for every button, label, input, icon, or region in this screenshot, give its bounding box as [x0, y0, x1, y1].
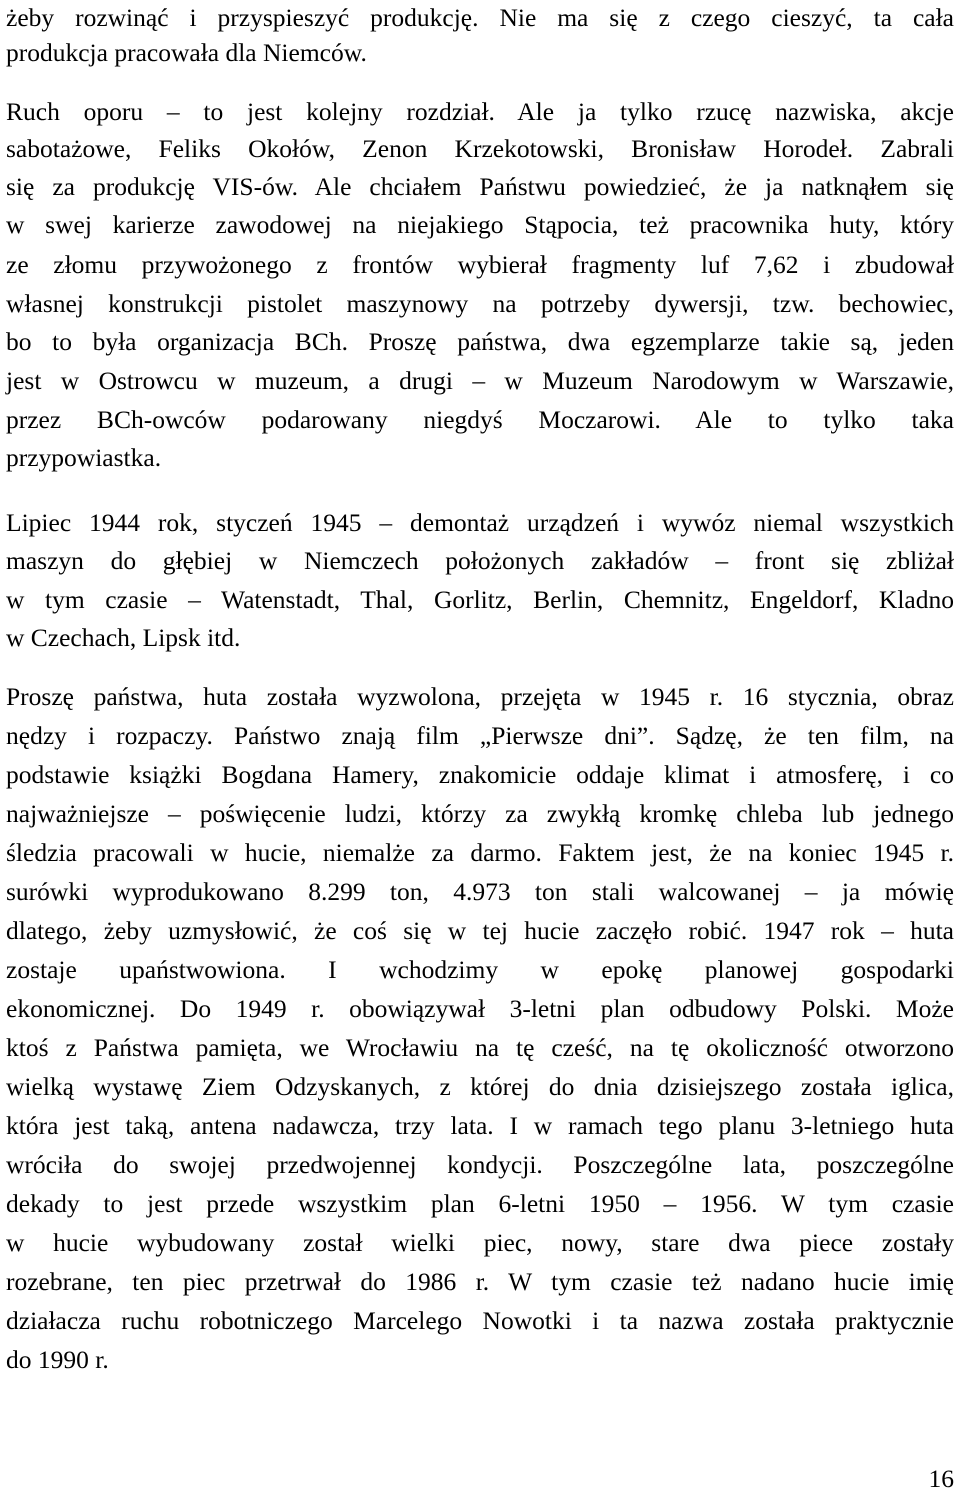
text-line: produkcja pracowała dla Niemców. [6, 38, 367, 67]
text-line: jest w Ostrowcu w muzeum, a drugi – w Muzeum Narodowym w Warszawie, [6, 366, 954, 395]
text-line: działacza ruchu robotniczego Marcelego Nowotki i ta nazwa została praktycznie [6, 1306, 954, 1335]
text-line: się za produkcję VIS-ów. Ale chciałem Państwu powiedzieć, że ja natknąłem się [6, 172, 954, 201]
text-line: wróciła do swojej przedwojennej kondycji. Poszczególne lata, poszczególne [6, 1150, 954, 1179]
text-line: rozebrane, ten piec przetrwał do 1986 r. W tym czasie też nadano hucie imię [6, 1267, 954, 1296]
text-line: w tym czasie – Watenstadt, Thal, Gorlitz, Berlin, Chemnitz, Engeldorf, Kladno [6, 585, 954, 614]
text-line: najważniejsze – poświęcenie ludzi, którzy za zwykłą kromkę chleba lub jednego [6, 799, 954, 828]
text-line: przez BCh-owców podarowany niegdyś Moczarowi. Ale to tylko taka [6, 405, 954, 434]
text-line: wielką wystawę Ziem Odzyskanych, z której do dnia dzisiejszego została iglica, [6, 1072, 954, 1101]
text-line: ekonomicznej. Do 1949 r. obowiązywał 3-letni plan odbudowy Polski. Może [6, 994, 954, 1023]
text-line: śledzia pracowali w hucie, niemalże za darmo. Faktem jest, że na koniec 1945 r. [6, 838, 954, 867]
text-line: do 1990 r. [6, 1345, 109, 1374]
text-line: Lipiec 1944 rok, styczeń 1945 – demontaż urządzeń i wywóz niemal wszystkich [6, 508, 954, 537]
text-line: żeby rozwinąć i przyspieszyć produkcję. Nie ma się z czego cieszyć, ta cała [6, 3, 954, 32]
text-line: własnej konstrukcji pistolet maszynowy na potrzeby dywersji, tzw. bechowiec, [6, 289, 954, 318]
text-line: dekady to jest przede wszystkim plan 6-letni 1950 – 1956. W tym czasie [6, 1189, 954, 1218]
text-line: surówki wyprodukowano 8.299 ton, 4.973 ton stali walcowanej – ja mówię [6, 877, 954, 906]
text-line: dlatego, żeby uzmysłowić, że coś się w tej hucie zaczęło robić. 1947 rok – huta [6, 916, 954, 945]
text-line: sabotażowe, Feliks Okołów, Zenon Krzekotowski, Bronisław Horodeł. Zabrali [6, 134, 954, 163]
text-line: ktoś z Państwa pamięta, we Wrocławiu na tę cześć, na tę okoliczność otworzono [6, 1033, 954, 1062]
text-line: maszyn do głębiej w Niemczech położonych zakładów – front się zbliżał [6, 546, 954, 575]
text-line: nędzy i rozpaczy. Państwo znają film „Pierwsze dni”. Sądzę, że ten film, na [6, 721, 954, 750]
text-line: w hucie wybudowany został wielki piec, nowy, stare dwa piece zostały [6, 1228, 954, 1257]
text-line: bo to była organizacja BCh. Proszę państwa, dwa egzemplarze takie są, jeden [6, 327, 954, 356]
text-line: w swej karierze zawodowej na niejakiego Stąpocia, też pracownika huty, który [6, 210, 954, 239]
text-line: Ruch oporu – to jest kolejny rozdział. Ale ja tylko rzucę nazwiska, akcje [6, 97, 954, 126]
text-line: Proszę państwa, huta została wyzwolona, przejęta w 1945 r. 16 stycznia, obraz [6, 682, 954, 711]
text-line: ze złomu przywożonego z frontów wybierał fragmenty luf 7,62 i zbudował [6, 250, 954, 279]
text-line: zostaje upaństwowiona. I wchodzimy w epokę planowej gospodarki [6, 955, 954, 984]
text-line: która jest taką, antena nadawcza, trzy lata. I w ramach tego planu 3-letniego huta [6, 1111, 954, 1140]
text-line: podstawie książki Bogdana Hamery, znakomicie oddaje klimat i atmosferę, i co [6, 760, 954, 789]
text-line: przypowiastka. [6, 443, 162, 472]
page-number: 16 [928, 1464, 954, 1493]
text-line: w Czechach, Lipsk itd. [6, 623, 241, 652]
